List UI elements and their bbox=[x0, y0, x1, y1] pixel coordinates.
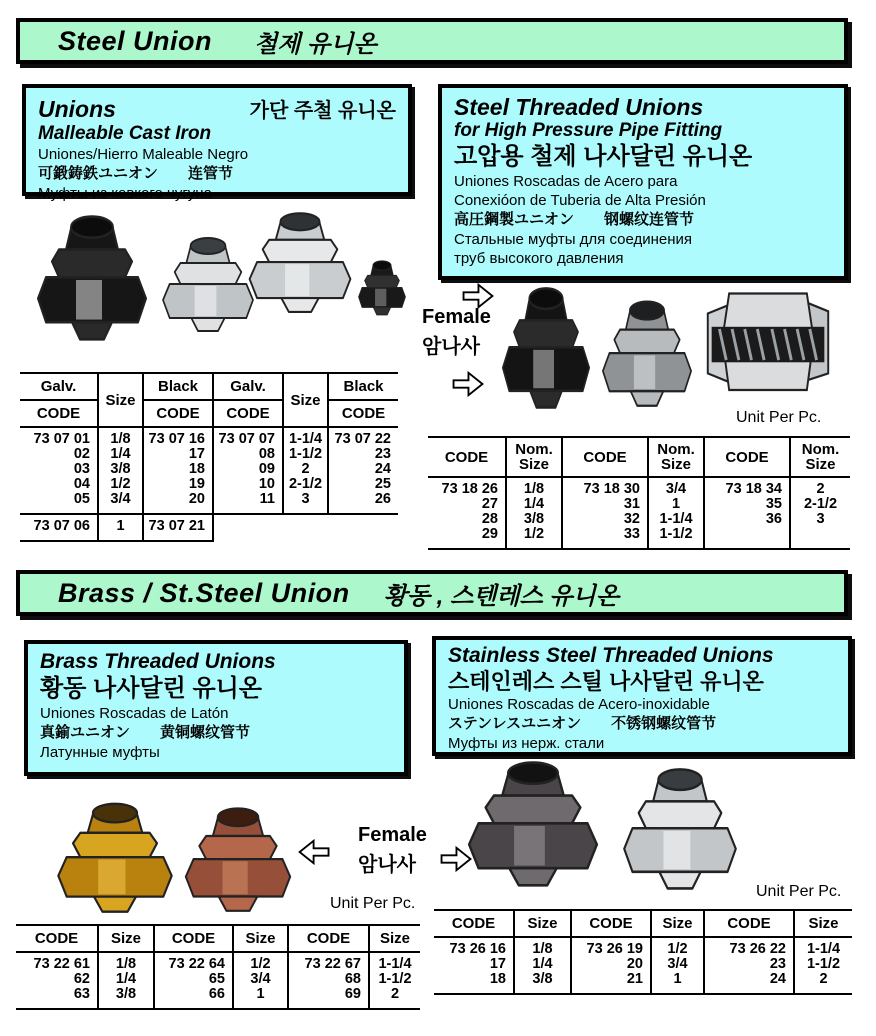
code-value: 69 bbox=[344, 986, 361, 1002]
size-value: 3/4 bbox=[250, 971, 271, 987]
size-value: 1/8 bbox=[523, 481, 545, 497]
product-photo-black-steel-union bbox=[498, 282, 594, 410]
code-value: 32 bbox=[623, 511, 640, 527]
size-value: 1-1/2 bbox=[806, 956, 841, 972]
size-value: 3/8 bbox=[523, 511, 545, 527]
malleable-union-table bbox=[20, 372, 398, 542]
banner-title-en: Brass / St.Steel Union bbox=[58, 577, 350, 608]
code-cell bbox=[571, 937, 651, 994]
code-value: 02 bbox=[73, 446, 90, 462]
galv-code-cell bbox=[213, 427, 283, 514]
female-label-en: Female bbox=[358, 824, 427, 846]
size-value: 3/4 bbox=[110, 491, 131, 507]
female-label-ko: 암나사 bbox=[358, 854, 416, 876]
section-banner-brass-ststeel-union bbox=[16, 570, 848, 616]
code-value: 65 bbox=[208, 971, 225, 987]
code-value: 63 bbox=[73, 986, 90, 1002]
size-value: 1/2 bbox=[667, 941, 688, 957]
code-value: 73 18 30 bbox=[583, 481, 640, 497]
table-header-row bbox=[20, 373, 398, 400]
col-header-code: CODE bbox=[562, 437, 648, 477]
code-value: 73 07 16 bbox=[148, 431, 205, 447]
col-header-code: CODE bbox=[16, 925, 98, 952]
code-cell bbox=[704, 477, 790, 549]
table-body-row bbox=[20, 427, 398, 514]
code-cell bbox=[704, 937, 794, 994]
size-value: 2 bbox=[819, 971, 828, 987]
col-header-galv: Galv. bbox=[213, 373, 283, 400]
size-cell bbox=[648, 477, 704, 549]
code-value: 28 bbox=[481, 511, 498, 527]
size-value: 1/4 bbox=[532, 956, 553, 972]
code-value: 18 bbox=[489, 971, 506, 987]
panel-title-ko: 황동 나사달린 유니온 bbox=[40, 675, 262, 702]
table-header-row bbox=[20, 400, 398, 427]
size-cell bbox=[233, 952, 288, 1009]
col-header-code: CODE bbox=[571, 910, 651, 937]
col-header-code: CODE bbox=[143, 400, 213, 427]
col-header-size: Size bbox=[98, 925, 154, 952]
col-header-code: CODE bbox=[20, 400, 98, 427]
size-value: 3/8 bbox=[532, 971, 553, 987]
code-value: 24 bbox=[769, 971, 786, 987]
panel-subtitle: for High Pressure Pipe Fitting bbox=[454, 120, 723, 141]
col-header-code: CODE bbox=[704, 910, 794, 937]
panel-title: Steel Threaded Unions bbox=[454, 94, 704, 120]
code-value: 33 bbox=[623, 526, 640, 542]
product-photo-galvanized-union-small bbox=[158, 233, 258, 333]
size-value: 1 bbox=[673, 971, 682, 987]
size-value: 1/8 bbox=[532, 941, 553, 957]
code-value: 73 26 16 bbox=[449, 941, 506, 957]
code-value: 73 07 07 bbox=[218, 431, 275, 447]
size-value: 2 bbox=[301, 461, 310, 477]
product-photo-black-malleable-union bbox=[32, 210, 152, 342]
panel-title: Stainless Steel Threaded Unions bbox=[448, 644, 774, 667]
panel-malleable-unions bbox=[22, 84, 412, 202]
size-value: 1-1/4 bbox=[659, 511, 693, 527]
size-cell bbox=[98, 427, 143, 514]
panel-stainless-threaded-unions bbox=[432, 636, 852, 756]
col-header-black: Black bbox=[328, 373, 398, 400]
table-header-row bbox=[16, 925, 420, 952]
size-value: 2 bbox=[390, 986, 400, 1002]
panel-brass-threaded-unions bbox=[24, 640, 408, 776]
product-photo-stainless-union-bright bbox=[618, 763, 742, 891]
code-value: 35 bbox=[765, 496, 782, 512]
code-value: 23 bbox=[769, 956, 786, 972]
size-value: 1-1/4 bbox=[288, 431, 323, 447]
steel-threaded-union-table bbox=[428, 436, 850, 550]
size-value: 1 bbox=[256, 986, 265, 1002]
panel-line-es: Uniones Roscadas de Latón bbox=[40, 705, 229, 722]
product-photo-steel-union bbox=[598, 296, 696, 408]
size-value: 1/4 bbox=[523, 496, 545, 512]
code-value: 17 bbox=[188, 446, 205, 462]
panel-line-ru: Муфты из ковкого чугуна bbox=[38, 185, 212, 202]
size-value: 2-1/2 bbox=[803, 496, 838, 512]
size-cell bbox=[794, 937, 852, 994]
panel-steel-threaded-unions bbox=[438, 84, 848, 280]
female-label-ko: 암나사 bbox=[422, 336, 480, 358]
code-value: 21 bbox=[626, 971, 643, 987]
section-banner-steel-union bbox=[16, 18, 848, 64]
size-value: 1 bbox=[671, 496, 681, 512]
code-value: 20 bbox=[626, 956, 643, 972]
col-header-code: CODE bbox=[328, 400, 398, 427]
size-value: 1-1/2 bbox=[378, 971, 412, 987]
panel-title: Brass Threaded Unions bbox=[40, 650, 276, 673]
unit-per-pc-label: Unit Per Pc. bbox=[736, 409, 822, 426]
col-header-size: Size bbox=[283, 373, 328, 427]
size-value: 1/2 bbox=[110, 476, 131, 492]
panel-line-jp-cn: 高圧鋼製ユニオン 钢螺纹连管节 bbox=[454, 211, 695, 228]
col-header-size: Size bbox=[794, 910, 852, 937]
code-value: 23 bbox=[374, 446, 391, 462]
size-value: 1/8 bbox=[115, 956, 137, 972]
code-value: 73 26 19 bbox=[586, 941, 643, 957]
col-header-black: Black bbox=[143, 373, 213, 400]
size-cell bbox=[651, 937, 704, 994]
size-value: 1-1/4 bbox=[378, 956, 412, 972]
banner-title-en: Steel Union bbox=[58, 25, 213, 56]
col-header-size: Size bbox=[369, 925, 420, 952]
panel-line-jp-cn: ステンレスユニオン 不锈钢螺纹管节 bbox=[448, 715, 717, 732]
code-value: 05 bbox=[73, 491, 90, 507]
col-header-galv: Galv. bbox=[20, 373, 98, 400]
black-code-cell bbox=[328, 427, 398, 514]
col-header-code: CODE bbox=[704, 437, 790, 477]
panel-line-jp-cn: 真鍮ユニオン 黄铜螺纹管节 bbox=[40, 724, 251, 741]
panel-line-ru: Латунные муфты bbox=[40, 744, 160, 761]
size-cell bbox=[514, 937, 571, 994]
table-body-row bbox=[434, 937, 852, 994]
col-header-code: CODE bbox=[288, 925, 369, 952]
size-cell bbox=[98, 514, 143, 541]
code-value: 73 22 61 bbox=[33, 956, 90, 972]
table-last-row bbox=[20, 514, 398, 541]
col-header-nom-size: Nom. Size bbox=[790, 437, 850, 477]
code-value: 31 bbox=[623, 496, 640, 512]
panel-line-ru2: труб высокого давления bbox=[454, 250, 624, 267]
code-cell bbox=[16, 952, 98, 1009]
col-header-size: Size bbox=[233, 925, 288, 952]
product-photo-stainless-union-dark bbox=[462, 756, 604, 888]
banner-title-ko: 황동 , 스텐레스 유니온 bbox=[383, 582, 619, 610]
code-value: 09 bbox=[258, 461, 275, 477]
panel-line-ru1: Стальные муфты для соединения bbox=[454, 231, 693, 248]
black-code-cell bbox=[143, 427, 213, 514]
code-value: 10 bbox=[258, 476, 275, 492]
code-value: 17 bbox=[489, 956, 506, 972]
size-value: 1-1/2 bbox=[659, 526, 693, 542]
code-value: 04 bbox=[73, 476, 90, 492]
code-cell bbox=[434, 937, 514, 994]
code-value: 73 07 01 bbox=[33, 431, 90, 447]
size-value: 3 bbox=[301, 491, 310, 507]
size-value: 1 bbox=[116, 518, 125, 534]
table-body-row bbox=[428, 477, 850, 549]
size-value: 1/2 bbox=[523, 526, 545, 542]
product-photo-black-cross-fitting bbox=[356, 258, 408, 316]
female-label-en: Female bbox=[422, 306, 491, 328]
code-value: 11 bbox=[259, 491, 275, 507]
size-value: 1-1/2 bbox=[288, 446, 323, 462]
size-cell bbox=[790, 477, 850, 549]
size-value: 2 bbox=[816, 481, 825, 497]
size-value: 3 bbox=[816, 511, 825, 527]
code-cell bbox=[562, 477, 648, 549]
size-cell bbox=[98, 952, 154, 1009]
code-value: 27 bbox=[481, 496, 498, 512]
code-value: 73 22 67 bbox=[304, 956, 361, 972]
size-cell bbox=[506, 477, 562, 549]
black-code-cell bbox=[143, 514, 213, 541]
code-value: 24 bbox=[374, 461, 391, 477]
code-value: 62 bbox=[73, 971, 90, 987]
col-header-size: Size bbox=[651, 910, 704, 937]
table-header-row bbox=[434, 910, 852, 937]
size-value: 2-1/2 bbox=[288, 476, 323, 492]
brass-union-table bbox=[16, 924, 420, 1010]
panel-line-es1: Uniones Roscadas de Acero para bbox=[454, 173, 678, 190]
table-body-row bbox=[16, 952, 420, 1009]
stainless-union-table bbox=[434, 909, 852, 995]
galv-code-cell bbox=[20, 514, 98, 541]
col-header-nom-size: Nom. Size bbox=[506, 437, 562, 477]
unit-per-pc-label: Unit Per Pc. bbox=[756, 883, 842, 900]
empty-cell bbox=[213, 514, 398, 541]
table-header-row bbox=[428, 437, 850, 477]
panel-title-ko: 스테인레스 스틸 나사달린 유니온 bbox=[448, 669, 764, 694]
col-header-code: CODE bbox=[434, 910, 514, 937]
panel-line-es2: Conexióon de Tuberia de Alta Presión bbox=[454, 192, 706, 209]
arrow-left-icon bbox=[296, 838, 334, 866]
code-cell bbox=[154, 952, 233, 1009]
code-value: 26 bbox=[374, 491, 391, 507]
code-value: 03 bbox=[73, 461, 90, 477]
panel-title: Unions bbox=[38, 96, 116, 122]
size-value: 3/4 bbox=[667, 956, 688, 972]
galv-code-cell bbox=[20, 427, 98, 514]
unit-per-pc-label: Unit Per Pc. bbox=[330, 895, 416, 912]
size-cell bbox=[283, 427, 328, 514]
col-header-code: CODE bbox=[154, 925, 233, 952]
code-value: 73 18 26 bbox=[441, 481, 498, 497]
code-value: 73 18 34 bbox=[725, 481, 782, 497]
col-header-code: CODE bbox=[213, 400, 283, 427]
size-value: 1/4 bbox=[110, 446, 131, 462]
code-value: 73 22 64 bbox=[168, 956, 225, 972]
banner-title-ko: 철제 유니온 bbox=[254, 30, 377, 58]
code-value: 29 bbox=[481, 526, 498, 542]
panel-title-row bbox=[38, 94, 396, 123]
code-cell bbox=[428, 477, 506, 549]
panel-line-es: Uniones Roscadas de Acero-inoxidable bbox=[448, 696, 710, 713]
code-value: 18 bbox=[188, 461, 205, 477]
product-photo-galvanized-union-large bbox=[244, 208, 356, 314]
panel-line-jp-cn: 可鍛鋳鉄ユニオン 连管节 bbox=[38, 165, 234, 182]
panel-line-ru: Муфты из нерж. стали bbox=[448, 735, 605, 752]
code-cell bbox=[288, 952, 369, 1009]
col-header-size: Size bbox=[514, 910, 571, 937]
size-value: 3/8 bbox=[115, 986, 137, 1002]
col-header-nom-size: Nom. Size bbox=[648, 437, 704, 477]
panel-subtitle: Malleable Cast Iron bbox=[38, 123, 212, 144]
code-value: 19 bbox=[188, 476, 205, 492]
code-value: 36 bbox=[765, 511, 782, 527]
panel-title-ko: 고압용 철제 나사달린 유니온 bbox=[454, 143, 753, 170]
code-value: 73 26 22 bbox=[729, 941, 786, 957]
size-value: 1/4 bbox=[115, 971, 137, 987]
col-header-size: Size bbox=[98, 373, 143, 427]
product-photo-brass-union bbox=[52, 798, 178, 914]
product-photo-copper-union bbox=[180, 803, 296, 913]
code-value: 08 bbox=[258, 446, 275, 462]
size-value: 1-1/4 bbox=[806, 941, 841, 957]
code-value: 25 bbox=[374, 476, 391, 492]
size-value: 1/2 bbox=[250, 956, 271, 972]
code-value: 20 bbox=[188, 491, 205, 507]
product-photo-steel-union-cutaway bbox=[700, 278, 836, 400]
col-header-code: CODE bbox=[428, 437, 506, 477]
code-value: 73 07 06 bbox=[33, 518, 90, 534]
code-value: 73 07 21 bbox=[148, 518, 205, 534]
size-value: 1/8 bbox=[110, 431, 131, 447]
panel-title-ko: 가단 주철 유니온 bbox=[249, 100, 396, 122]
code-value: 66 bbox=[208, 986, 225, 1002]
code-value: 68 bbox=[344, 971, 361, 987]
size-value: 3/4 bbox=[665, 481, 687, 497]
size-value: 3/8 bbox=[110, 461, 131, 477]
arrow-right-icon bbox=[450, 370, 486, 398]
panel-line-es: Uniones/Hierro Maleable Negro bbox=[38, 146, 249, 163]
size-cell bbox=[369, 952, 420, 1009]
code-value: 73 07 22 bbox=[334, 431, 391, 447]
